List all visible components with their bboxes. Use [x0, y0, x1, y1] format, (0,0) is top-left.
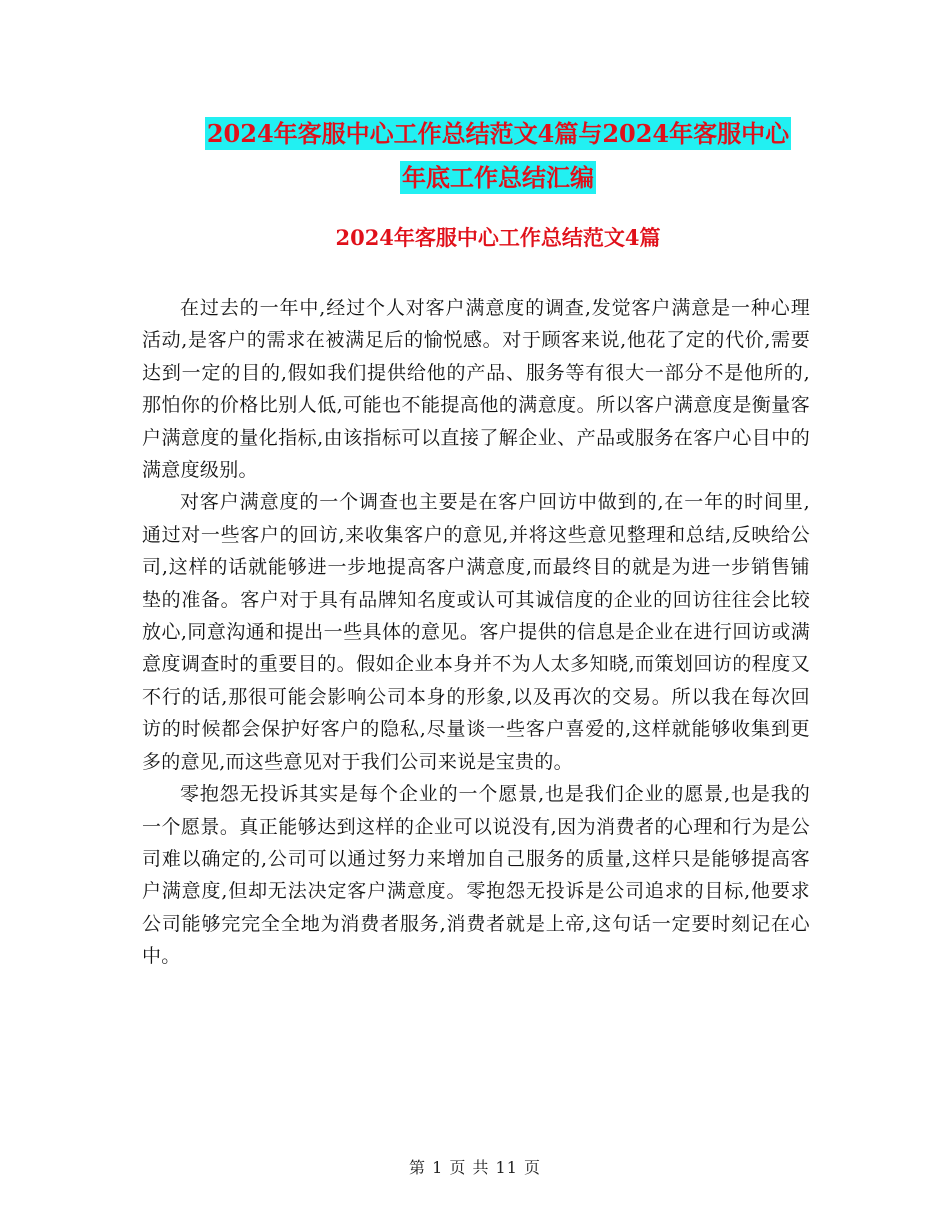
document-title-text-1: 2024年客服中心工作总结范文4篇与2024年客服中心	[206, 119, 790, 148]
page-footer: 第 1 页 共 11 页	[409, 1158, 541, 1177]
document-title-line-1	[140, 114, 856, 149]
paragraph-1: 在过去的一年中,经过个人对客户满意度的调查,发觉客户满意是一种心理活动,是客户的需求在被满足后的愉悦感。对于顾客来说,他花了定的代价,需要达到一定的目的,假如我们提供给他的产品、服务等有很大一部分不是他所的,那怕你的价格比别人低,可能也不能提高他的满意度。所以客户满意度是衡量客户满意度的量化指标,由该指标可以直接了解企业、产品或服务在客户心目中的满意度级别。	[142, 297, 810, 482]
section-title: 2024年客服中心工作总结范文4篇	[335, 225, 661, 250]
document-body	[142, 292, 810, 973]
paragraph-3: 零抱怨无投诉其实是每个企业的一个愿景,也是我们企业的愿景,也是我的一个愿景。真正能够达到这样的企业可以说没有,因为消费者的心理和行为是公司难以确定的,公司可以通过努力来增加自己服务的质量,这样只是能够提高客户满意度,但却无法决定客户满意度。零抱怨无投诉是公司追求的目标,他要求公司能够完完全全地为消费者服务,消费者就是上帝,这句话一定要时刻记在心中。	[142, 783, 810, 968]
document-title-line-2	[140, 158, 856, 193]
document-title-text-2: 年底工作总结汇编	[402, 163, 594, 192]
paragraph-2: 对客户满意度的一个调查也主要是在客户回访中做到的,在一年的时间里,通过对一些客户的回访,来收集客户的意见,并将这些意见整理和总结,反映给公司,这样的话就能够进一步地提高客户满意度,而最终目的就是为进一步销售铺垫的准备。客户对于具有品牌知名度或认可其诚信度的企业的回访往往会比较放心,同意沟通和提出一些具体的意见。客户提供的信息是企业在进行回访或满意度调查时的重要目的。假如企业本身并不为人太多知晓,而策划回访的程度又不行的话,那很可能会影响公司本身的形象,以及再次的交易。所以我在每次回访的时候都会保护好客户的隐私,尽量谈一些客户喜爱的,这样就能够收集到更多的意见,而这些意见对于我们公司来说是宝贵的。	[142, 491, 810, 773]
